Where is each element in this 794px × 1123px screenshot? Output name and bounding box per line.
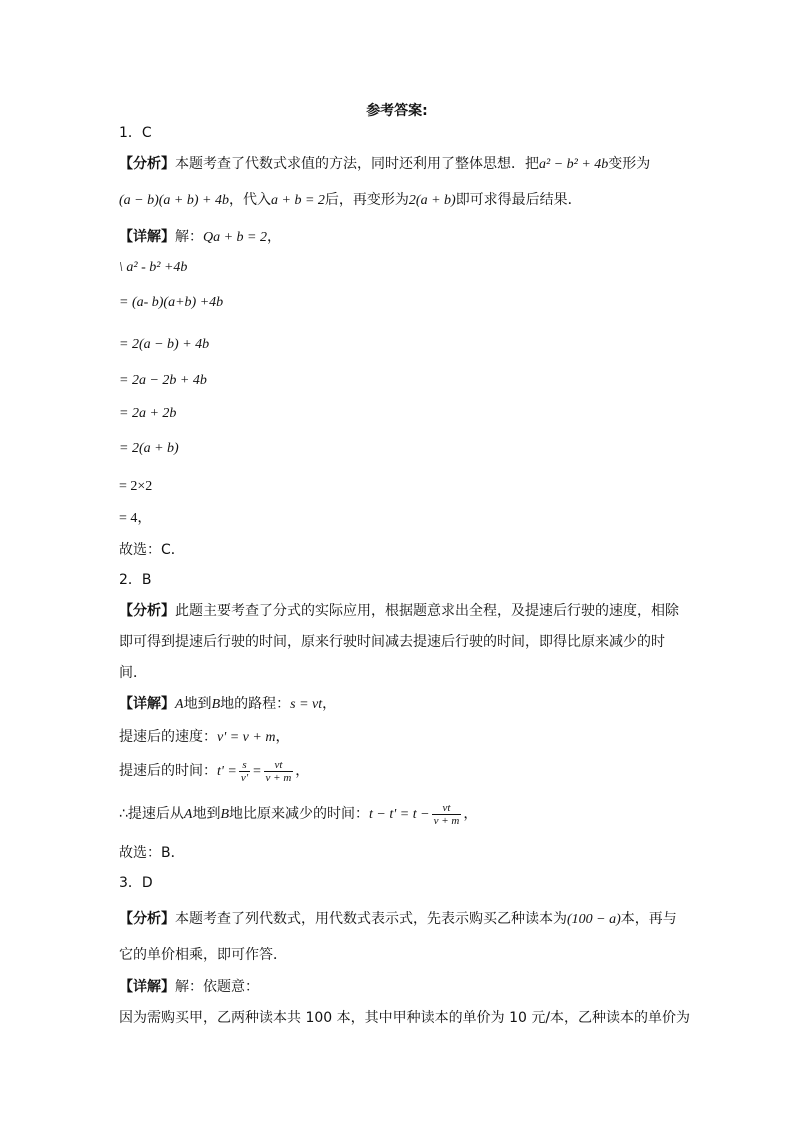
fraction-numerator: vt: [264, 759, 294, 772]
fraction-denominator: v + m: [265, 771, 292, 784]
math-expr: (100 − a): [567, 912, 621, 927]
detail-text: ，: [463, 806, 478, 822]
q3-number: 3．D: [119, 875, 153, 891]
detail-tag: 【详解】: [119, 696, 175, 712]
fraction: [264, 759, 294, 784]
q1-step: = 2×2: [119, 479, 153, 494]
analysis-text: 后，再变形为: [324, 192, 409, 208]
math-expr: v' = v + m: [217, 730, 276, 745]
page-title: 参考答案:: [366, 103, 428, 119]
detail-text: 解：依题意：: [175, 979, 259, 995]
q1-step: \ a² - b² +4b: [119, 260, 188, 275]
math-expr: t' =: [217, 764, 237, 779]
math-var: B: [220, 807, 230, 822]
q2-number: 2．B: [119, 572, 152, 588]
math-var: A: [183, 807, 193, 822]
analysis-text: 即可求得最后结果．: [455, 192, 582, 208]
q2-detail-line1: [119, 694, 336, 715]
q1-step: = (a- b)(a+b) +4b: [119, 295, 224, 310]
math-expr: Qa + b = 2: [203, 230, 268, 245]
analysis-tag: 【分析】: [119, 156, 175, 172]
detail-text: 提速后的时间：: [119, 763, 217, 779]
analysis-text: 此题主要考查了分式的实际应用，根据题意求出全程，及提速后行驶的速度，相除: [175, 603, 679, 619]
detail-text: 解：: [175, 229, 203, 245]
analysis-text: 本，再与: [620, 911, 677, 927]
analysis-text: 本题考查了列代数式，用代数式表示式，先表示购买乙种读本为: [175, 911, 567, 927]
q1-step: = 4，: [119, 511, 152, 526]
q2-detail-line2: [119, 727, 289, 748]
math-var: A: [175, 697, 184, 712]
q2-analysis-line2: 即可得到提速后行驶的时间，原来行驶时间减去提速后行驶的时间，即得比原来减少的时: [119, 634, 665, 650]
q1-step: = 2a − 2b + 4b: [119, 373, 207, 388]
fraction: [432, 802, 462, 827]
math-expr: =: [252, 764, 262, 779]
q1-step: = 2a + 2b: [119, 406, 177, 421]
q1-choice: 故选：C．: [119, 542, 185, 558]
math-expr: 2(a + b): [408, 193, 456, 208]
analysis-tag: 【分析】: [119, 911, 175, 927]
q3-detail-line: [119, 977, 259, 997]
analysis-text: 变形为: [608, 156, 651, 172]
detail-text: 地比原来减少的时间：: [229, 806, 370, 822]
math-expr: a² − b² + 4b: [539, 157, 609, 172]
q2-choice: 故选：B．: [119, 845, 185, 861]
q2-analysis-line3: 间．: [119, 665, 147, 681]
q1-number: 1．C: [119, 125, 152, 141]
math-expr: t − t' = t −: [369, 807, 430, 822]
detail-tag: 【详解】: [119, 229, 175, 245]
math-var: B: [211, 697, 221, 712]
q1-detail-line: [119, 227, 281, 248]
q3-analysis-line2: 它的单价相乘，即可作答．: [119, 947, 287, 963]
detail-text: 地到: [183, 696, 212, 712]
q1-analysis-line1: [119, 154, 650, 175]
math-expr: a + b = 2: [271, 193, 325, 208]
q2-detail-line3: [119, 755, 309, 788]
q3-analysis-line1: [119, 909, 677, 930]
detail-text: ∴提速后从: [119, 806, 184, 822]
analysis-text: ，代入: [229, 192, 271, 208]
fraction-denominator: v': [240, 771, 249, 784]
detail-text: ，: [322, 696, 337, 712]
analysis-text: 本题考查了代数式求值的方法，同时还利用了整体思想．把: [175, 156, 539, 172]
detail-text: ，: [267, 229, 282, 245]
math-expr: (a − b)(a + b) + 4b: [119, 193, 229, 208]
q2-analysis-line1: [119, 601, 679, 621]
fraction-numerator: vt: [432, 802, 462, 815]
detail-text: 地到: [192, 806, 221, 822]
detail-text: 提速后的速度：: [119, 729, 217, 745]
q1-analysis-line2: [119, 190, 582, 211]
math-expr: s = vt: [290, 697, 323, 712]
fraction: [239, 759, 250, 784]
q1-step: = 2(a − b) + 4b: [119, 337, 210, 352]
detail-tag: 【详解】: [119, 979, 175, 995]
detail-text: ，: [295, 763, 310, 779]
q3-last-line: 因为需购买甲，乙两种读本共 100 本，其中甲种读本的单价为 10 元/本，乙种读本的单价为: [119, 1010, 691, 1026]
detail-text: ，: [275, 729, 290, 745]
fraction-numerator: s: [239, 759, 250, 772]
fraction-denominator: v + m: [433, 814, 460, 827]
detail-text: 地的路程：: [220, 696, 291, 712]
analysis-tag: 【分析】: [119, 603, 175, 619]
q2-detail-line4: [119, 798, 477, 831]
q1-step: = 2(a + b): [119, 441, 179, 456]
